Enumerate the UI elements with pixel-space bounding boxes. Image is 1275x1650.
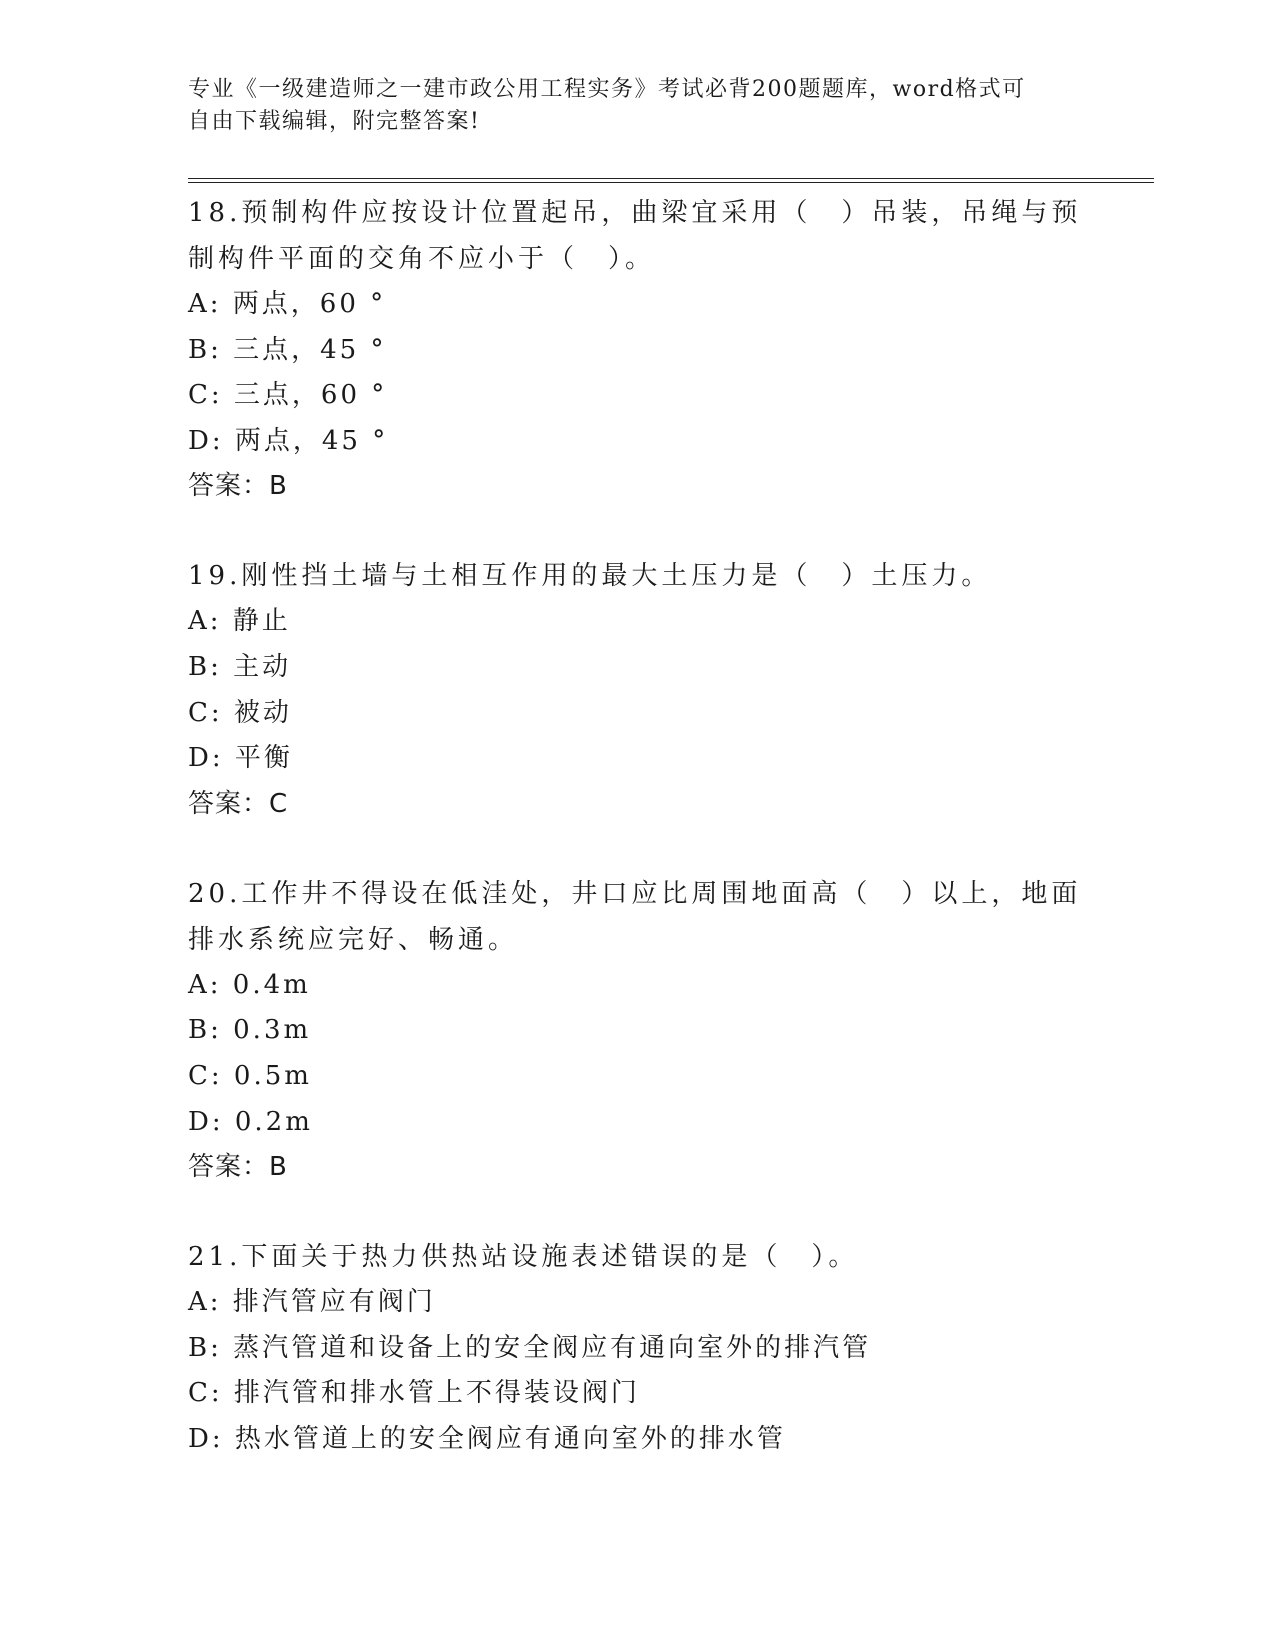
document-header xyxy=(188,74,1088,138)
option-a: A: 静止 xyxy=(188,606,291,637)
header-divider-bottom xyxy=(188,182,1154,183)
option-b: B: 主动 xyxy=(188,651,292,682)
option-d: D: 两点，45 ° xyxy=(188,425,389,456)
option-a: A: 0.4m xyxy=(188,969,311,1000)
question-stem: 20.工作井不得设在低洼处，井口应比周围地面高（ ）以上，地面排水系统应完好、畅通。 xyxy=(188,878,1082,955)
option-b: B: 蒸汽管道和设备上的安全阀应有通向室外的排汽管 xyxy=(188,1332,872,1363)
answer-line: 答案：C xyxy=(188,788,289,819)
answer-line: 答案：B xyxy=(188,471,288,502)
question-list xyxy=(188,190,1108,1463)
question-18 xyxy=(188,190,1108,509)
option-b: B: 0.3m xyxy=(188,1015,312,1046)
question-20 xyxy=(188,871,1108,1190)
option-c: C: 三点，60 ° xyxy=(188,380,388,411)
header-divider-top xyxy=(188,178,1154,179)
question-19 xyxy=(188,553,1108,826)
option-d: D: 0.2m xyxy=(188,1106,313,1137)
header-line-1: 专业《一级建造师之一建市政公用工程实务》考试必背200题题库，word格式可 xyxy=(188,77,1026,102)
question-stem: 21.下面关于热力供热站设施表述错误的是（ ）。 xyxy=(188,1242,859,1273)
question-stem: 19.刚性挡土墙与土相互作用的最大土压力是（ ）土压力。 xyxy=(188,561,992,592)
answer-line: 答案：B xyxy=(188,1152,288,1183)
header-line-2: 自由下载编辑，附完整答案! xyxy=(188,109,481,134)
option-c: C: 排汽管和排水管上不得装设阀门 xyxy=(188,1378,640,1409)
option-b: B: 三点，45 ° xyxy=(188,334,387,365)
option-d: D: 热水管道上的安全阀应有通向室外的排水管 xyxy=(188,1423,786,1454)
option-c: C: 被动 xyxy=(188,697,292,728)
option-c: C: 0.5m xyxy=(188,1060,312,1091)
option-a: A: 排汽管应有阀门 xyxy=(188,1287,436,1318)
question-21 xyxy=(188,1234,1108,1462)
question-stem: 18.预制构件应按设计位置起吊，曲梁宜采用（ ）吊装，吊绳与预制构件平面的交角不应小于（ ）。 xyxy=(188,198,1082,274)
option-a: A: 两点，60 ° xyxy=(188,289,387,319)
option-d: D: 平衡 xyxy=(188,743,293,774)
